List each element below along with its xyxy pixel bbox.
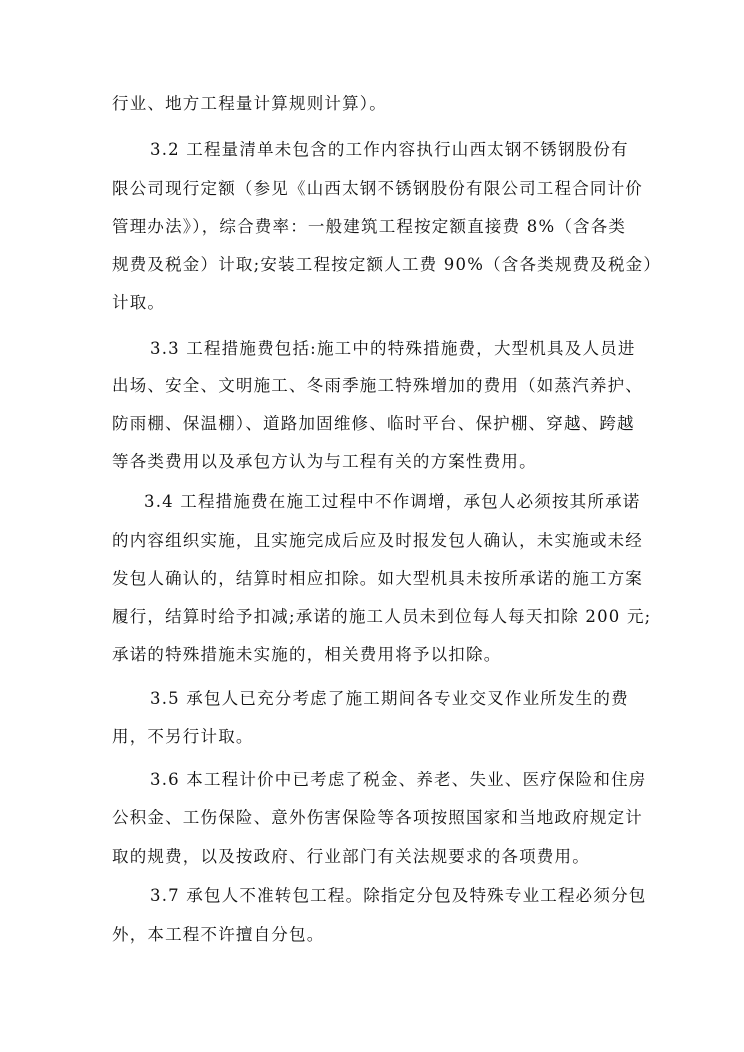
text-line: 取的规费，以及按政府、行业部门有关法规要求的各项费用。 xyxy=(112,847,590,866)
text-line: 3.4 工程措施费在施工过程中不作调增，承包人必须按其所承诺 xyxy=(144,492,641,511)
text-line: 管理办法》），综合费率：一般建筑工程按定额直接费 8%（含各类 xyxy=(112,217,627,236)
text-line: 出场、安全、文明施工、冬雨季施工特殊增加的费用（如蒸汽养护、 xyxy=(112,376,643,395)
text-line: 的内容组织实施，且实施完成后应及时报发包人确认，未实施或未经 xyxy=(112,531,643,550)
text-line: 3.7 承包人不准转包工程。除指定分包及特殊专业工程必须分包 xyxy=(150,886,647,905)
text-line: 3.3 工程措施费包括:施工中的特殊措施费，大型机具及人员进 xyxy=(150,339,636,358)
text-line: 发包人确认的，结算时相应扣除。如大型机具未按所承诺的施工方案 xyxy=(112,569,643,588)
text-line: 3.5 承包人已充分考虑了施工期间各专业交叉作业所发生的费 xyxy=(150,689,629,708)
text-line: 公积金、工伤保险、意外伤害保险等各项按照国家和当地政府规定计 xyxy=(112,808,643,827)
text-line: 限公司现行定额（参见《山西太钢不锈钢股份有限公司工程合同计价 xyxy=(112,179,643,198)
text-line: 承诺的特殊措施未实施的，相关费用将予以扣除。 xyxy=(112,645,502,664)
text-line: 用，不另行计取。 xyxy=(112,727,254,746)
text-line: 等各类费用以及承包方认为与工程有关的方案性费用。 xyxy=(112,452,537,471)
text-line: 3.6 本工程计价中已考虑了税金、养老、失业、医疗保险和住房 xyxy=(150,770,647,789)
text-line: 外，本工程不许擅自分包。 xyxy=(112,925,325,944)
text-line: 计取。 xyxy=(112,293,166,312)
text-line: 履行，结算时给予扣减;承诺的施工人员未到位每人每天扣除 200 元; xyxy=(112,607,652,626)
text-line: 行业、地方工程量计算规则计算）。 xyxy=(112,94,387,113)
text-line: 防雨棚、保温棚）、道路加固维修、临时平台、保护棚、穿越、跨越 xyxy=(112,414,635,433)
text-line: 规费及税金）计取;安装工程按定额人工费 90%（含各类规费及税金） xyxy=(112,255,662,274)
text-line: 3.2 工程量清单未包含的工作内容执行山西太钢不锈钢股份有 xyxy=(150,140,629,159)
